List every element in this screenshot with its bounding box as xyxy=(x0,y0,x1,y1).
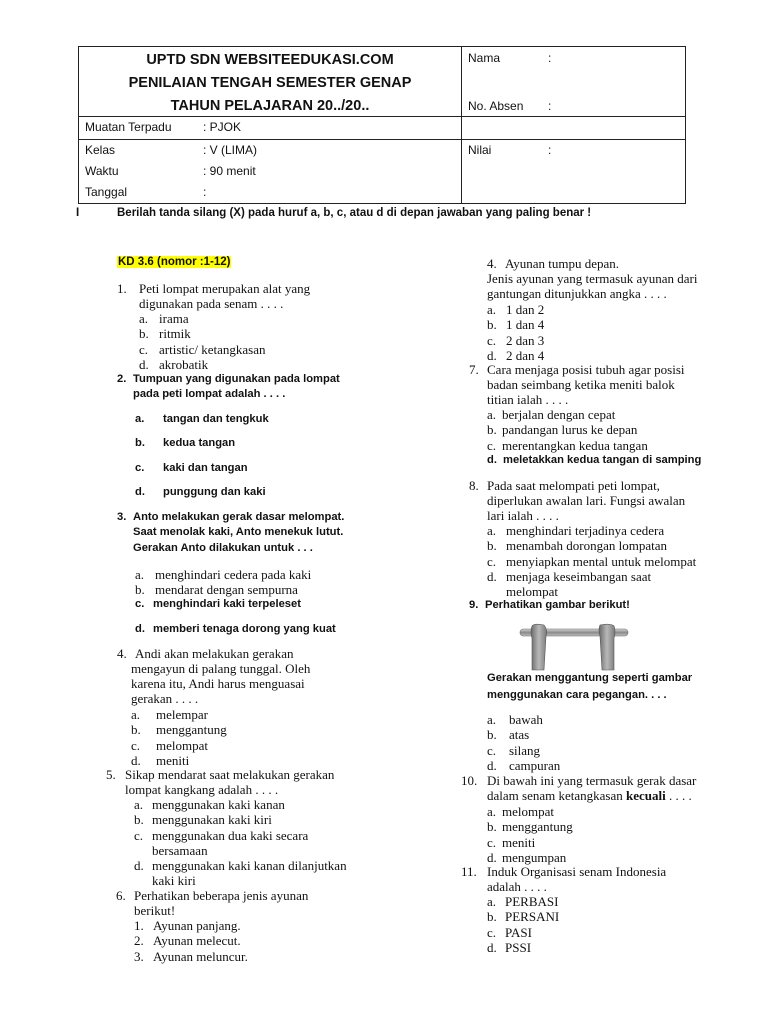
option[interactable]: c. 2 dan 3 xyxy=(487,332,545,348)
q6-text: gantungan ditunjukkan angka . . . . xyxy=(487,286,667,301)
option[interactable]: c. melompat xyxy=(131,737,208,753)
option[interactable]: d. akrobatik xyxy=(139,356,209,372)
kd-label: KD 3.6 (nomor :1-12) xyxy=(118,256,231,268)
option-continued: kaki kiri xyxy=(152,873,196,889)
q7-text: Cara menjaga posisi tubuh agar posisi xyxy=(487,362,685,377)
q1-options xyxy=(139,311,266,372)
q8-number: 8. xyxy=(469,478,479,493)
option[interactable]: d. campuran xyxy=(487,757,561,773)
school-year: TAHUN PELAJARAN 20../20.. xyxy=(170,98,370,114)
q8-text: diperlukan awalan lari. Fungsi awalan xyxy=(487,493,686,508)
list-item: 3. Ayunan meluncur. xyxy=(134,948,248,964)
instruction-text: Berilah tanda silang (X) pada huruf a, b, c, atau d di depan jawaban yang paling benar ! xyxy=(117,207,592,219)
q11-text: Induk Organisasi senam Indonesia xyxy=(487,864,667,879)
option[interactable]: b. mendarat dengan sempurna xyxy=(135,582,298,597)
q4-text: mengayun di palang tunggal. Oleh xyxy=(131,661,311,676)
q5-number: 5. xyxy=(106,767,116,782)
absen-label: No. Absen xyxy=(468,99,524,113)
q10-text: Di bawah ini yang termasuk gerak dasar xyxy=(487,773,697,788)
list-item: 2. Ayunan melecut. xyxy=(134,933,241,949)
option[interactable]: b. menggantung xyxy=(131,722,227,738)
absen-cell[interactable] xyxy=(462,99,686,140)
q4-options xyxy=(131,707,227,768)
info-value: : xyxy=(203,185,207,199)
info-label-cell-2 xyxy=(79,140,200,204)
q11-options xyxy=(487,894,559,955)
section-number: I xyxy=(76,207,80,219)
q6-text: berikut! xyxy=(134,903,176,918)
q9-text: Gerakan menggantung seperti gambar xyxy=(487,672,693,684)
q3-text: Gerakan Anto dilakukan untuk . . . xyxy=(133,542,313,554)
nama-label: Nama xyxy=(468,51,501,65)
option[interactable]: b. kedua tangan xyxy=(135,437,236,449)
option[interactable]: b. 1 dan 4 xyxy=(487,317,545,333)
nilai-label: Nilai xyxy=(468,143,492,157)
option[interactable]: c. menghindari kaki terpeleset xyxy=(135,598,301,610)
info-label: Kelas xyxy=(85,143,116,157)
q5-text: lompat kangkang adalah . . . . xyxy=(125,782,279,797)
option[interactable]: a. 1 dan 2 xyxy=(487,302,545,317)
option[interactable]: c. menyiapkan mental untuk melompat xyxy=(487,553,697,569)
q9-text: menggunakan cara pegangan. . . . xyxy=(487,689,667,701)
absen-colon: : xyxy=(548,99,552,113)
nilai-colon: : xyxy=(548,143,552,157)
option[interactable]: d. menggunakan kaki kanan dilanjutkan xyxy=(134,858,347,874)
nilai-cell[interactable] xyxy=(462,140,686,204)
info-value: : PJOK xyxy=(203,120,242,134)
info-label: Waktu xyxy=(85,164,119,178)
option[interactable]: b. menggunakan kaki kiri xyxy=(134,812,272,828)
option[interactable]: a. berjalan dengan cepat xyxy=(487,407,616,422)
option[interactable]: c. menggunakan dua kaki secara xyxy=(134,827,309,843)
option[interactable]: a. tangan dan tengkuk xyxy=(135,413,269,425)
option[interactable]: c. PASI xyxy=(487,924,532,940)
q9-number: 9. xyxy=(469,599,479,611)
option[interactable]: a. menghindari cedera pada kaki xyxy=(135,567,312,582)
q11-number: 11. xyxy=(461,864,477,879)
option-continued: bersamaan xyxy=(152,842,208,858)
option[interactable]: b. ritmik xyxy=(139,326,191,342)
list-item: 1. Ayunan panjang. xyxy=(134,918,241,933)
q8-text: Pada saat melompati peti lompat, xyxy=(487,478,660,493)
q2-text: Tumpuan yang digunakan pada lompat xyxy=(133,373,340,385)
q5-text: Sikap mendarat saat melakukan gerakan xyxy=(125,767,335,782)
q6-text: Perhatikan beberapa jenis ayunan xyxy=(134,888,309,903)
option[interactable]: d. PSSI xyxy=(487,939,532,955)
info-value-cell-2 xyxy=(199,140,462,204)
q10-options xyxy=(487,804,573,865)
option[interactable]: a. irama xyxy=(139,311,189,326)
option[interactable]: a. PERBASI xyxy=(487,894,559,909)
option[interactable]: c. meniti xyxy=(487,834,536,850)
q4-number: 4. xyxy=(117,646,127,661)
nama-colon: : xyxy=(548,51,552,65)
q10-number: 10. xyxy=(461,773,478,788)
q5-options xyxy=(134,797,347,889)
q3-number: 3. xyxy=(117,511,127,523)
list-item: 4. Ayunan tumpu depan. xyxy=(487,256,619,271)
option[interactable]: b. pandangan lurus ke depan xyxy=(487,422,638,438)
q2-number: 2. xyxy=(117,373,127,385)
q4-text: gerakan . . . . xyxy=(131,691,199,706)
header-table xyxy=(78,46,686,204)
q7-number: 7. xyxy=(469,362,479,377)
hanging-bar-illustration xyxy=(518,620,630,672)
school-name: UPTD SDN WEBSITEEDUKASI.COM xyxy=(146,52,394,68)
option[interactable]: b. menambah dorongan lompatan xyxy=(487,538,668,554)
option[interactable]: a. menghindari terjadinya cedera xyxy=(487,523,665,538)
option[interactable]: d. meniti xyxy=(131,752,190,768)
option[interactable]: d. 2 dan 4 xyxy=(487,347,545,363)
option[interactable]: c. kaki dan tangan xyxy=(135,462,248,474)
q10-keyword: kecuali xyxy=(625,788,666,803)
option[interactable]: d. mengumpan xyxy=(487,849,567,865)
option[interactable]: d. meletakkan kedua tangan di samping xyxy=(487,454,702,466)
info-label-cell-1 xyxy=(79,117,200,140)
q2-text: pada peti lompat adalah . . . . xyxy=(133,388,286,400)
q4-text: Andi akan melakukan gerakan xyxy=(135,646,294,661)
option[interactable]: a. menggunakan kaki kanan xyxy=(134,797,285,812)
q6-text: Jenis ayunan yang termasuk ayunan dari xyxy=(487,271,698,286)
q8-text: lari ialah . . . . xyxy=(487,508,559,523)
info-label: Tanggal xyxy=(85,185,128,199)
info-value: : V (LIMA) xyxy=(203,143,258,157)
option[interactable]: c. merentangkan kedua tangan xyxy=(487,437,648,453)
q4-text: karena itu, Andi harus menguasai xyxy=(131,676,305,691)
option[interactable]: c. silang xyxy=(487,742,541,758)
option[interactable]: a. bawah xyxy=(487,712,543,727)
q6-number: 6. xyxy=(116,888,126,903)
option[interactable]: a. melempar xyxy=(131,707,208,722)
q1-number: 1. xyxy=(117,281,127,296)
exam-name: PENILAIAN TENGAH SEMESTER GENAP xyxy=(128,75,412,91)
option[interactable]: b. menggantung xyxy=(487,819,573,835)
q10-text: dalam senam ketangkasan kecuali . . . . xyxy=(487,788,692,803)
q9-options xyxy=(487,712,560,773)
option[interactable]: b. atas xyxy=(487,727,530,743)
q7-options xyxy=(487,407,648,453)
q1-text: digunakan pada senam . . . . xyxy=(139,296,284,311)
option[interactable]: c. artistic/ ketangkasan xyxy=(139,341,266,357)
info-value-cell-1 xyxy=(199,117,462,140)
q1-text: Peti lompat merupakan alat yang xyxy=(139,281,311,296)
option[interactable]: a. melompat xyxy=(487,804,554,819)
q3-text: Anto melakukan gerak dasar melompat. xyxy=(133,511,345,523)
exam-title-cell xyxy=(79,47,462,117)
option[interactable]: b. PERSANI xyxy=(487,909,560,925)
option[interactable]: d. punggung dan kaki xyxy=(135,486,266,498)
info-value: : 90 menit xyxy=(203,164,256,178)
q9-text: Perhatikan gambar berikut! xyxy=(485,599,630,611)
q6-items xyxy=(134,918,248,964)
q11-text: adalah . . . . xyxy=(487,879,547,894)
q7-text: badan seimbang ketika meniti balok xyxy=(487,377,675,392)
option[interactable]: d. memberi tenaga dorong yang kuat xyxy=(135,623,336,635)
option-continued: melompat xyxy=(506,584,558,600)
q3-text: Saat menolak kaki, Anto menekuk lutut. xyxy=(133,526,344,538)
q7-text: titian ialah . . . . xyxy=(487,392,569,407)
info-label: Muatan Terpadu xyxy=(85,120,172,134)
q6-options xyxy=(487,302,544,363)
q8-options xyxy=(487,523,696,599)
option[interactable]: d. menjaga keseimbangan saat xyxy=(487,568,652,584)
